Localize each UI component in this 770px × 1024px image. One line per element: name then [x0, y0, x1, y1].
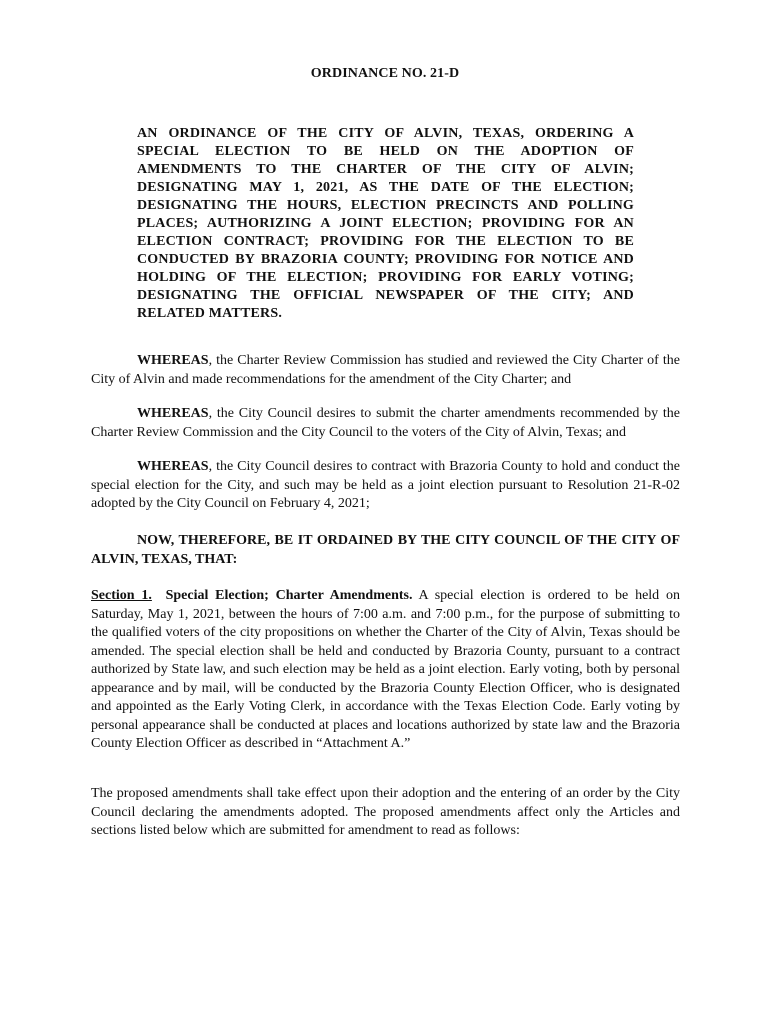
- ordained-clause: NOW, THEREFORE, BE IT ORDAINED BY THE CITY COUNCIL OF THE CITY OF ALVIN, TEXAS, THAT:: [91, 533, 680, 567]
- whereas-text: , the City Council desires to contract with Brazoria County to hold and conduct the special election for the City, and such may be held as a joint election pursuant to Resolution 21-R-02 adopted by the City Council on February 4, 2021;: [91, 459, 680, 511]
- section-1-number: Section 1.: [91, 588, 152, 603]
- whereas-lead: WHEREAS: [137, 353, 209, 368]
- whereas-lead: WHEREAS: [137, 406, 209, 421]
- whereas-paragraph-2: [91, 405, 680, 442]
- whereas-paragraph-1: [91, 352, 680, 389]
- section-1-text: A special election is ordered to be held on Saturday, May 1, 2021, between the hours of 7:00 a.m. and 7:00 p.m., for the purpose of submitting to the qualified voters of the city propositions on whether the Charter of the City of Alvin, Texas should be amended. The special election shall be held and conducted by Brazoria County, pursuant to a contract authorized by State law, and such election may be held as a joint election. Early voting, both by personal appearance and by mail, will be conducted by the Brazoria County Election Officer, who is designated and appointed as the Early Voting Clerk, in accordance with the Texas Election Code. Early voting by personal appearance shall be conducted at places and locations authorized by state law and the Brazoria County Election Officer as described in “Attachment A.”: [91, 588, 681, 751]
- whereas-text: , the City Council desires to submit the charter amendments recommended by the Charter Review Commission and the City Council to the voters of the City of Alvin, Texas; and: [91, 406, 680, 440]
- section-1-paragraph: [91, 587, 680, 754]
- whereas-paragraph-3: [91, 458, 680, 514]
- ordinance-title: ORDINANCE NO. 21-D: [310, 66, 460, 81]
- closing-paragraph: The proposed amendments shall take effect upon their adoption and the entering of an order by the City Council declaring the amendments adopted. The proposed amendments affect only the Articles and sections listed below which are submitted for amendment to read as follows:: [91, 786, 680, 838]
- whereas-lead: WHEREAS: [137, 459, 209, 474]
- whereas-text: , the Charter Review Commission has studied and reviewed the City Charter of the City of Alvin and made recommendations for the amendment of the City Charter; and: [91, 353, 680, 387]
- section-1-heading: Special Election; Charter Amendments.: [165, 588, 413, 603]
- ordinance-caption: AN ORDINANCE OF THE CITY OF ALVIN, TEXAS, ORDERING A SPECIAL ELECTION TO BE HELD ON THE ADOPTION OF AMENDMENTS TO THE CHARTER OF THE CITY OF ALVIN; DESIGNATING MAY 1, 2021, AS THE DATE OF THE ELECTION; DESIGNATING THE HOURS, ELECTION PRECINCTS AND POLLING PLACES; AUTHORIZING A JOINT ELECTION; PROVIDING FOR AN ELECTION CONTRACT; PROVIDING FOR THE ELECTION TO BE CONDUCTED BY BRAZORIA COUNTY; PROVIDING FOR NOTICE AND HOLDING OF THE ELECTION; PROVIDING FOR EARLY VOTING; DESIGNATING THE OFFICIAL NEWSPAPER OF THE CITY; AND RELATED MATTERS.: [137, 126, 634, 321]
